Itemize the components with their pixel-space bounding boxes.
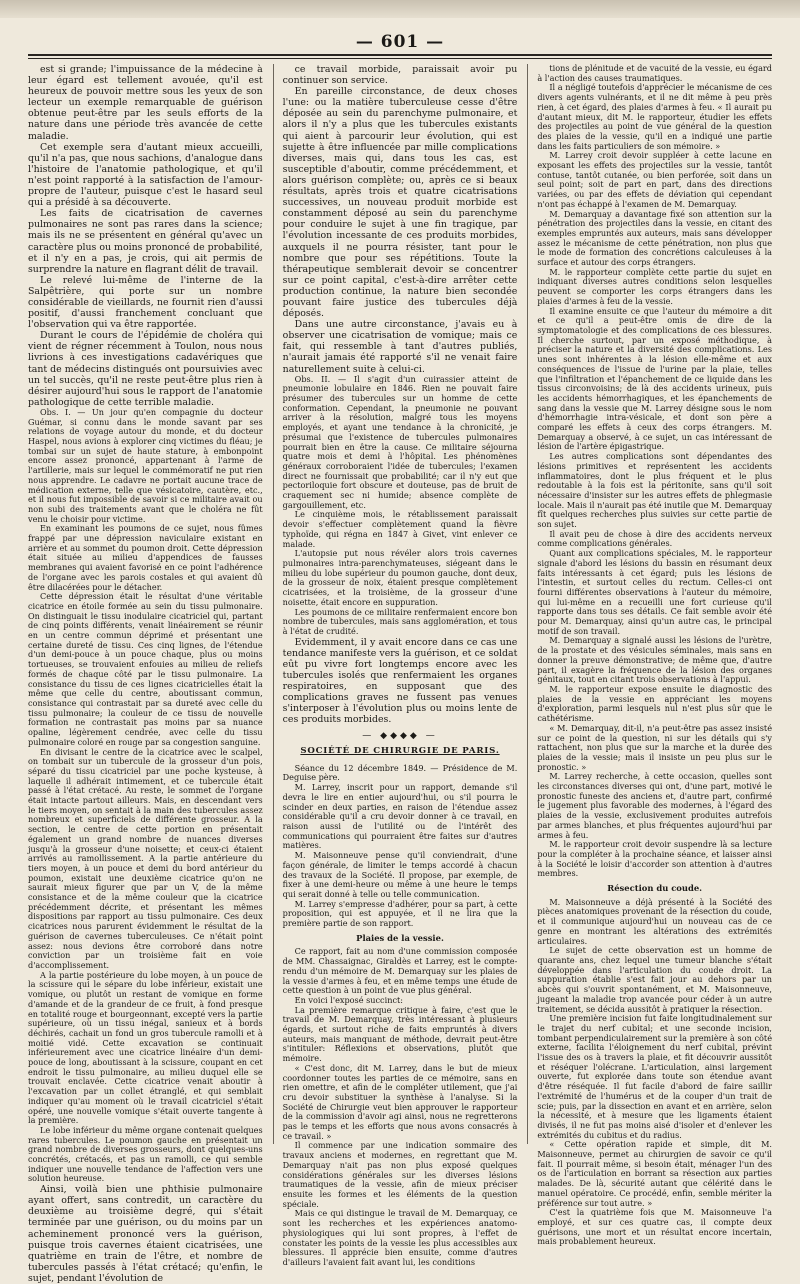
- paragraph: Il a négligé toutefois d'apprécier le mécanisme de ces divers agents vulnérants, et il ne dit même à peu près rien, à cet égard, des plaies d'armes à feu. « Il aurait pu d'autant mieux, dit M. le rapporteur, étudier les effets des projectiles au point de vue général de la question des plaies de la vessie, qu'il en a indiqué une partie dans les faits particuliers de son mémoire. »: [537, 82, 773, 151]
- column-2: [273, 64, 518, 1267]
- paragraph: M. Larrey croit devoir suppléer à cette lacune en exposant les effets des projectiles sur la vessie, tantôt contuse, tantôt cutanée, ou bien perforée, soit dans un seul point; soit de part en part, dans des directions variées, ou par des effets de déviation qui cependant n'ont pas échappé à l'examen de M. Demarquay.: [537, 150, 773, 209]
- paragraph: tions de plénitude et de vacuité de la vessie, eu égard à l'action des causes traumatiques.: [537, 63, 773, 83]
- paragraph: M. Maisonneuve a déjà présenté à la Société des pièces anatomiques provenant de la résection du coude, et il communique aujourd'hui un nouveau cas de ce genre en montrant les altérations des extrémités articulaires.: [537, 896, 773, 946]
- paragraph: Les autres complications sont dépendantes des lésions primitives et représentent les accidents inflammatoires, dont le plus fréquent et le plus redoutable à la fois est la péritonite, sans qu'il soit nécessaire d'insister sur les autres effets de phlegmasie locale. Mais il n'aurait pas été inutile que M. Demarquay fît quelques recherches plus suivies sur cette partie de son sujet.: [537, 451, 773, 530]
- paragraph: Les faits de cicatrisation de cavernes pulmonaires ne sont pas rares dans la science; mais ils ne se présentent en général qu'avec un caractère plus ou moins prononcé de probabilité, et il n'y en a pas, je crois, qui ait permis de surprendre la nature en flagrant délit de travail.: [28, 208, 263, 275]
- observation-2: Obs. II. — Il s'agit d'un cuirassier atteint de pneumonie lobulaire en 1846. Rien ne pouvait faire présumer des tubercules sur un homme de cette conformation. Cependant, la pneumonie ne pouvant arriver à la résolution, malgré tous les moyens employés, et ayant une tendance à la chronicité, je présumai que l'existence de tubercules pulmonaires pourrait bien en être la cause. Ce militaire séjourna quatre mois et demi à l'hôpital. Les phénomènes généraux corroboraient l'idée de tubercules; l'examen direct ne fournissait que probabilité; car il n'y eut que pectoriloquie fort obscure et douteuse, pas de bruit de craquement sec ni humide; absence complète de gargouillement, etc.: [282, 373, 518, 510]
- observation-1: Obs. I. — Un jour qu'en compagnie du docteur Guémar, si connu dans le monde savant par ses relations de voyage autour du monde, et du docteur Haspel, nous avions à explorer cinq victimes du fléau; je tombai sur un sujet de haute stature, à embonpoint encore assez prononcé, appartenant à l'arme de l'artillerie, mais sur lequel le commémoratif ne put rien nous apprendre. Le cadavre ne portait aucune trace de médication externe, telle que vésicatoire, cautère, etc., et il nous fut impossible de savoir si ce militaire avait ou non subi des traitements avant que le choléra ne fût venu le choisir pour victime.: [28, 406, 263, 524]
- column-3: [527, 63, 773, 1247]
- paragraph: M. le rapporteur croit devoir suspendre là sa lecture pour la compléter à la prochaine séance, et laisser ainsi à la Société le loisir d'accorder son attention à d'autres membres.: [537, 839, 773, 879]
- section-title: SOCIÉTÉ DE CHIRURGIE DE PARIS.: [300, 746, 500, 757]
- paragraph: Les poumons de ce militaire renfermaient encore bon nombre de tubercules, mais sans agglomération, et tous à l'état de crudité.: [282, 606, 518, 636]
- paragraph: La première remarque critique à faire, c'est que le travail de M. Demarquay, très intéressant à plusieurs égards, et surtout riche de faits empruntés à divers auteurs, mais manquant de méthode, devrait peut-être s'intituler: Réflexions et observations, plutôt que mémoire.: [282, 1004, 518, 1064]
- paragraph: En voici l'exposé succinct:: [294, 994, 403, 1005]
- paragraph: ce travail morbide, paraissait avoir pu continuer son service.: [282, 64, 518, 87]
- paragraph: Il commence par une indication sommaire des travaux anciens et modernes, en regrettant que M. Demarquay n'ait pas non plus exposé quelques considérations générales sur les diverses lésions traumatiques de la vessie, afin de mieux préciser ensuite les formes et les éléments de la question spéciale.: [282, 1140, 518, 1209]
- paragraph: M. Larrey recherche, à cette occasion, quelles sont les circonstances diverses qui ont, d'une part, motivé le pronostic funeste des anciens et, d'autre part, confirmé le jugement plus favorable des modernes, à l'égard des plaies de la vessie, exclusivement produites autrefois par armes blanches, et plus fréquentes aujourd'hui par armes à feu.: [537, 771, 773, 840]
- paragraph: En divisant le centre de la cicatrice avec le scalpel, on tombait sur un tubercule de la grosseur d'un pois, séparé du tissu cicatriciel par une poche kysteuse, à laquelle il adhérait intimement, et ce tubercule était passé à l'état crétacé. Au reste, le sommet de l'organe était intacte partout ailleurs. Mais, en descendant vers le tiers moyen, on sentait à la main des tubercules assez nombreux et superficiels de différente grosseur. A la section, le centre de cette portion en présentait également un grand nombre de nuances diverses jusqu'à la grosseur d'une noisette; et ceux-ci étaient arrivés au ramollissement. A la partie antérieure du tiers moyen, à un pouce et demi du bord antérieur du poumon, existait une deuxième cicatrice qu'on ne saurait mieux figurer que par un V, de la même consistance et de la même couleur que la cicatrice précédemment décrite, et présentant les mêmes dispositions par rapport au tissu pulmonaire. Ces deux cicatrices nous parurent évidemment le résultat de la guérison de cavernes tuberculeuses. Ce n'était point assez: nous devions être corroboré dans notre conviction par un troisième fait en voie d'accomplissement.: [28, 746, 263, 970]
- subsection-title: Plaies de la vessie.: [356, 932, 444, 943]
- paragraph: Quant aux complications spéciales, M. le rapporteur signale d'abord les lésions du bassin en résumant deux faits intéressants à cet égard; puis les lésions de l'intestin, et surtout celles du rectum. Celles-ci ont fourni différentes observations à l'auteur du mémoire, qui lui-même en a recueilli une fort curieuse qu'il rapporte dans tous ses détails. Ce fait semble avoir été pour M. Demarquay, ainsi qu'un autre cas, le principal motif de son travail.: [537, 548, 773, 636]
- paragraph: Il avait peu de chose à dire des accidents nerveux comme complications générales.: [537, 528, 773, 549]
- paragraph: En examinant les poumons de ce sujet, nous fûmes frappé par une dépression naviculaire existant en arrière et au sommet du poumon droit. Cette dépression était située au milieu d'appendices de fausses membranes qui avaient favorisé en ce point l'adhérence de l'organe avec les parois costales et qui avaient dû être dilacérées pour le détacher.: [28, 523, 263, 592]
- paragraph: M. Demarquay a signalé aussi les lésions de l'urètre, de la prostate et des vésicules séminales, mais sans en donner la preuve démonstrative; de même que, d'autre part, il exagère la fréquence de la lésion des organes génitaux, tout en citant trois observations à l'appui.: [537, 635, 773, 685]
- paragraph: M. le rapporteur complète cette partie du sujet en indiquant diverses autres conditions selon lesquelles peuvent se comporter les corps étrangers dans les plaies d'armes à feu de la vessie.: [537, 266, 773, 306]
- paragraph: M. le rapporteur expose ensuite le diagnostic des plaies de la vessie en appréciant les moyens d'exploration, parmi lesquels nul n'est plus sûr que le cathétérisme.: [537, 684, 773, 724]
- paragraph: Dans une autre circonstance, j'avais eu à observer une cicatrisation de vomique; mais ce fait, qui ressemble à tant d'autres publiés, n'aurait jamais été rapporté s'il ne venait faire naturellement suite à celui-ci.: [282, 319, 518, 375]
- paragraph: Le lobe inférieur du même organe contenait quelques rares tubercules. Le poumon gauche en présentait un grand nombre de diverses grosseurs, dont quelques-uns concrétés, crétacés, et pas un ramolli, ce qui semble indiquer une nouvelle tendance de l'affection vers une solution heureuse.: [28, 1124, 263, 1184]
- paragraph: Il examine ensuite ce que l'auteur du mémoire a dit et ce qu'il a peut-être omis de dire de la symptomatologie et des complications de ces blessures. Il cherche surtout, par un exposé méthodique, à préciser la nature et la diversité des complications. Les unes sont inhérentes à la lésion elle-même et aux conséquences de l'issue de l'urine par la plaie, telles que l'infiltration et l'épanchement de ce liquide dans les tissus circonvoisins; de là des accidents urineux, puis les accidents hémorrhagiques, et les épanchements de sang dans la vessie que M. Larrey désigne sous le nom d'hémorrhagie intra-vésicale, et dont son père a comparé les effets à ceux des corps étrangers. M. Demarquay a observé, à ce sujet, un cas intéressant de lésion de l'artère épigastrique.: [537, 305, 773, 452]
- paragraph: est si grande; l'impuissance de la médecine à leur égard est tellement avouée, qu'il est heureux de pouvoir mettre sous les yeux de son lecteur un exemple remarquable de guérison obtenue peut-être par les seuls efforts de la nature dans une période très avancée de cette maladie.: [28, 64, 263, 142]
- text-columns: [28, 63, 773, 1284]
- paragraph: Le cinquième mois, le rétablissement paraissait devoir s'effectuer complètement quand la fièvre typhoïde, qui régna en 1847 à Givet, vint enlever ce malade.: [282, 509, 518, 549]
- paragraph: « C'est donc, dit M. Larrey, dans le but de mieux coordonner toutes les parties de ce mémoire, sans en rien omettre, et afin de le compléter utilement, que j'ai cru devoir substituer la synthèse à l'analyse. Si la Société de Chirurgie veut bien approuver le rapporteur de la commission d'avoir agi ainsi, nous ne regretterons pas le temps et les efforts que nous avons consacrés à ce travail. »: [282, 1062, 518, 1141]
- paragraph: En pareille circonstance, de deux choses l'une: ou la matière tuberculeuse cesse d'être déposée au sein du parenchyme pulmonaire, et alors il n'y a plus que les tubercules existants qui aient à parcourir leur évolution, qui est sujette à être influencée par mille complications diverses, mais qui, dans tous les cas, est susceptible d'aboutir, comme précédemment, et alors guérison complète; ou, après ce si beaux résultats, après trois et quatre cicatrisations successives, un nouveau produit morbide est constamment déposé au sein du parenchyme pour conduire le sujet à une fin tragique, par l'évolution incessante de ces produits morbides, auxquels il ne pourra résister, tant pour le nombre que pour ses répétitions. Toute la thérapeutique semblerait devoir se concentrer sur ce point capital, c'est-à-dire arrêter cette production continue, la nature bien secondée pouvant faire justice des tubercules déjà déposés.: [282, 86, 518, 320]
- paragraph: Ce rapport, fait au nom d'une commission composée de MM. Chassaignac, Giraldès et Larrey, est le compte-rendu d'un mémoire de M. Demarquay sur les plaies de la vessie d'armes à feu, et en même temps une étude de cette question à un point de vue plus général.: [282, 946, 518, 996]
- paragraph: M. Demarquay a davantage fixé son attention sur la pénétration des projectiles dans la vessie, en citant des exemples empruntés aux auteurs, mais sans développer assez le mécanisme de cette pénétration, non plus que le mode de formation des concrétions calculeuses à la surface et autour des corps étrangers.: [537, 208, 773, 268]
- paragraph: Evidemment, il y avait encore dans ce cas une tendance manifeste vers la guérison, et ce soldat eût pu vivre fort longtemps encore avec les tubercules isolés que renfermaient les organes respiratoires, en supposant que des complications graves ne fussent pas venues s'interposer à l'évolution plus ou moins lente de ces produits morbides.: [282, 636, 518, 726]
- paragraph: A la partie postérieure du lobe moyen, à un pouce de la scissure qui le sépare du lobe inférieur, existait une vomique, ou plutôt un restant de vomique en forme d'amande et de la grandeur de ce fruit, à fond presque en totalité rouge et bourgeonnant, excepté vers la partie supérieure, où un tissu inégal, sanieux et à bords déchirés, cachait un fond un gros tubercule ramolli et à moitié vidé. Cette excavation se continuait inférieurement avec une cicatrice linéaire d'un demi-pouce de long, aboutissant à la scissure, coupant en cet endroit le tissu pulmonaire, au milieu duquel elle se trouvait enclavée. Cette cicatrice venait aboutir à l'excavation par un collet étranglé, et qui semblait indiquer qu'au moment où le travail cicatriciel s'était opéré, une nouvelle vomique s'était ouverte tangente à la première.: [28, 969, 263, 1126]
- header-rule: [28, 54, 772, 59]
- column-1: [28, 64, 263, 1284]
- session-heading: Séance du 12 décembre 1849. — Présidence de M. Deguise père.: [282, 762, 518, 783]
- paragraph: Ainsi, voilà bien une phthisie pulmonaire ayant offert, sans contredit, un caractère du deuxième au troisième degré, qui s'était terminée par une guérison, ou du moins par un acheminement prononcé vers la guérison, puisque trois cavernes étaient cicatrisées, une quatrième en train de l'être, et nombre de tubercules passés à l'état crétacé; qu'enfin, le sujet, pendant l'évolution de: [28, 1184, 263, 1284]
- paragraph: « Cette opération rapide et simple, dit M. Maisonneuve, permet au chirurgien de savoir ce qu'il fait. Il pourrait même, si besoin était, ménager l'un des os de l'articulation en borrant sa résection aux parties malades. De là, sécurité autant que célérité dans le manuel opératoire. Ce procédé, enfin, semble mériter la préférence sur tout autre. »: [537, 1139, 773, 1208]
- paragraph: « M. Demarquay, dit-il, n'a peut-être pas assez insisté sur ce point de la question, ni sur les détails qui s'y rattachent, non plus que sur la marche et la durée des plaies de la vessie; mais il insiste un peu plus sur le pronostic. »: [537, 722, 773, 772]
- paragraph: L'autopsie put nous révéler alors trois cavernes pulmonaires intra-parenchymateuses, siégeant dans le milieu du lobe supérieur du poumon gauche, dont deux, de la grosseur de noix, étaient presque complètement cicatrisées, et la troisième, de la grosseur d'une noisette, était encore en suppuration.: [282, 548, 518, 607]
- paragraph: Le relevé lui-même de l'interne de la Salpêtrière, qui porte sur un nombre considérable de vieillards, ne fournit rien d'aussi positif, d'aussi franchement concluant que l'observation qui va être rapportée.: [28, 274, 263, 331]
- paragraph: M. Larrey, inscrit pour un rapport, demande s'il devra le lire en entier aujourd'hui, ou s'il pourra le scinder en deux parties, en raison de l'étendue assez considérable qu'il a cru devoir donner à ce travail, en raison aussi de l'utilité ou de l'intérêt des communications qui pourraient être faites sur d'autres matières.: [282, 782, 518, 851]
- paragraph: M. Maisonneuve pense qu'il conviendrait, d'une façon générale, de limiter le temps accordé à chacun des travaux de la Société. Il propose, par exemple, de fixer à une demi-heure ou même à une heure le temps qui serait donné à telle ou telle communication.: [282, 850, 518, 899]
- paragraph: Durant le cours de l'épidémie de choléra qui vient de régner récemment à Toulon, nous nous livrions à ces investigations cadavériques que tant de médecins distingués ont poursuivies avec un tel succès, qu'il ne reste peut-être plus rien à désirer aujourd'hui sous le rapport de l'anatomie pathologique de cette terrible maladie.: [28, 330, 263, 408]
- paragraph: Mais ce qui distingue le travail de M. Demarquay, ce sont les recherches et les expériences anatomo-physiologiques qui lui sont propres, à l'effet de constater les points de la vessie les plus accessibles aux blessures. Il apprécie bien ensuite, comme d'autres d'ailleurs l'avaient fait avant lui, les conditions: [282, 1208, 518, 1267]
- paragraph: Une première incision fut faite longitudinalement sur le trajet du nerf cubital; et une seconde incision, tombant perpendiculairement sur la première à son côté externe, facilita l'éloignement du nerf cubital, prévint l'issue des os à travers la plaie, et fit découvrir aussitôt et réséquer l'olécrane. L'articulation, ainsi largement ouverte, fut explorée dans toute son étendue avant d'être réséquée. Il fut facile d'abord de faire saillir l'extrémité de l'humérus et de la couper d'un trait de scie; puis, par la dissection en avant et en arrière, selon la nécessité, et à mesure que les ligaments étaient divisés, il ne fut pas moins aisé d'isoler et d'enlever les extrémités du cubitus et du radius.: [537, 1013, 773, 1140]
- paragraph: Cet exemple sera d'autant mieux accueilli, qu'il n'a pas, que nous sachions, d'analogue dans l'histoire de l'anatomie pathologique, et qu'il n'est point rapporté à la satisfaction de l'amour-propre de l'auteur, puisque c'est le hasard seul qui a présidé à sa découverte.: [28, 141, 263, 209]
- subsection-title: Résection du coude.: [607, 883, 703, 894]
- paragraph: Le sujet de cette observation est un homme de quarante ans, chez lequel une tumeur blanche s'était développée dans l'articulation du coude droit. La suppuration établie s'est fait jour au dehors par un abcès qui s'ouvrit spontanément, et M. Maisonneuve, jugeant la maladie trop avancée pour céder à un autre traitement, se décida aussitôt à pratiquer la résection.: [537, 945, 773, 1014]
- paragraph: M. Larrey s'empresse d'adhérer, pour sa part, à cette proposition, qui est appuyée, et il ne lira que la première partie de son rapport.: [282, 898, 518, 929]
- page-top-edge: [0, 0, 800, 18]
- paragraph: C'est la quatrième fois que M. Maisonneuve l'a employé, et sur ces quatre cas, il compte deux guérisons, une mort et un résultat encore incertain, mais probablement heureux.: [537, 1207, 773, 1247]
- paragraph: Cette dépression était le résultat d'une véritable cicatrice en étoile formée au sein du tissu pulmonaire. On distinguait le tissu inodulaire cicatriciel qui, partant de cinq points différents, venait linéairement se réunir en un centre commun déprimé et présentant une certaine dureté de tissu. Ces cinq lignes, de l'étendue d'un demi-pouce à un pouce chaque, plus ou moins tortueuses, se trouvaient enfouies au milieu de reliefs formés de chaque côté par le tissu pulmonaire. La consistance du tissu de ces lignes cicatricielles était la même que celle du centre, aboutissant commun, consistance qui contrastait par sa dureté avec celle du tissu pulmonaire; la couleur de ce tissu de nouvelle formation ne contrastait pas moins par sa nuance opaline, légèrement cendrée, avec celle du tissu pulmonaire coloré en rouge par sa congestion sanguine.: [28, 591, 263, 747]
- page-number: — 601 —: [355, 32, 445, 52]
- section-ornament: — ◆◆◆◆ —: [362, 731, 438, 742]
